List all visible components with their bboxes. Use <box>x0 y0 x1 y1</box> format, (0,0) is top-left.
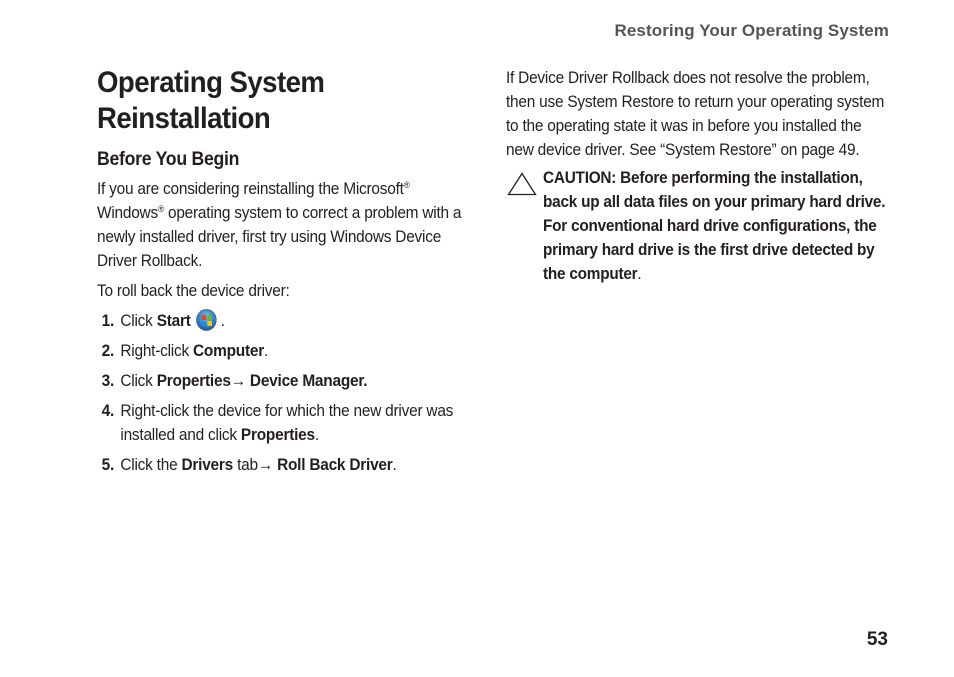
section-heading: Before You Begin <box>97 149 240 170</box>
page-number: 53 <box>866 629 888 650</box>
list-item: 5. Click the Drivers tab→ Roll Back Driver. <box>101 456 397 474</box>
caution-text: CAUTION: Before performing the installation, back up all data files on your primary hard drive. For conventional hard drive configurations, the primary hard drive is the first drive detected by the computer. <box>543 169 886 283</box>
list-item: 2. Right-click Computer. <box>101 342 269 360</box>
left-column <box>97 65 475 483</box>
caution-note <box>506 166 891 286</box>
page-title: Operating System Reinstallation <box>97 66 325 135</box>
rollback-intro: To roll back the device driver: <box>97 282 290 300</box>
intro-paragraph: If you are considering reinstalling the Microsoft® Windows® operating system to correct a problem with a newly installed driver, first try using Windows Device Driver Rollback. <box>97 180 462 270</box>
steps-list <box>97 309 476 477</box>
caution-triangle-icon <box>507 172 537 196</box>
right-body <box>506 66 885 162</box>
list-item: 3. Click Properties→ Device Manager. <box>101 372 368 390</box>
restore-paragraph: If Device Driver Rollback does not resolve the problem, then use System Restore to return your operating system to the operating state it was in before you installed the new device driver. See “System Restore” on page 49. <box>506 69 885 159</box>
right-column <box>506 66 891 286</box>
windows-start-orb-icon <box>196 309 217 331</box>
left-body <box>97 177 476 477</box>
running-header: Restoring Your Operating System <box>614 21 889 40</box>
list-item: 4. Right-click the device for which the new driver was installed and click Properties. <box>101 402 454 444</box>
list-item: 1. Click Start . <box>97 309 476 333</box>
